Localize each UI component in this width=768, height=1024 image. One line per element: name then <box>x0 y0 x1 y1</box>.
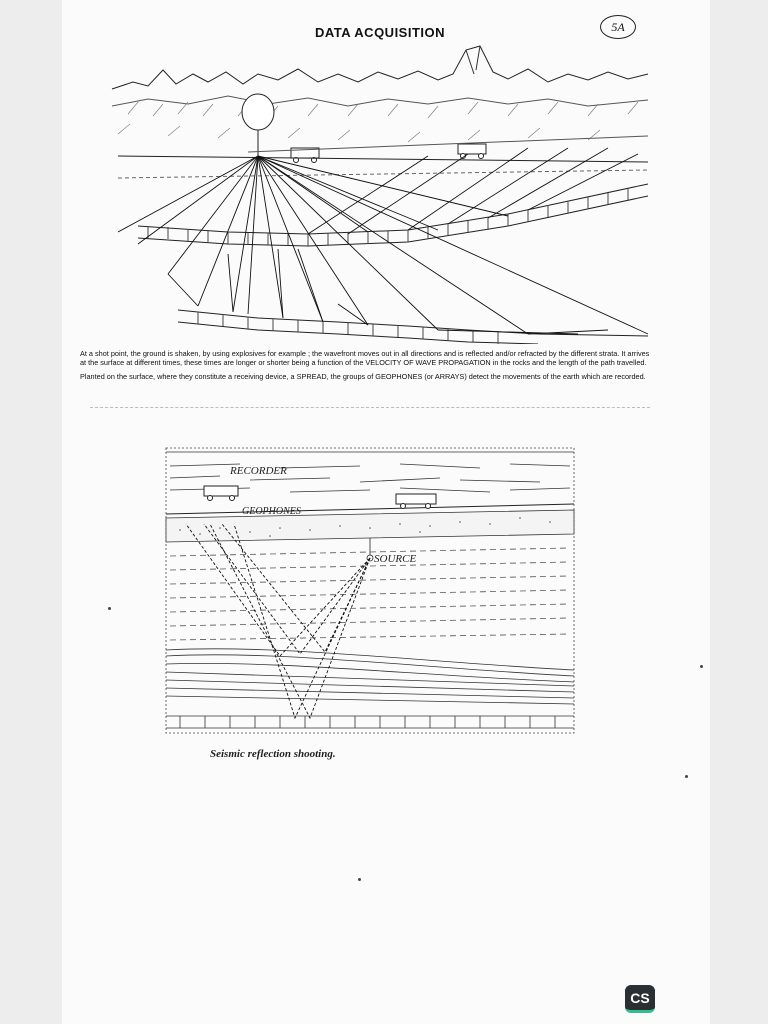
seismic-rays <box>118 148 648 334</box>
sand-layer <box>166 510 574 542</box>
recorder-truck <box>204 486 238 501</box>
truck-right <box>458 144 486 159</box>
bottom-stratum <box>166 716 574 728</box>
tree <box>242 94 274 156</box>
upper-stratum <box>138 184 648 246</box>
section-divider <box>90 407 650 408</box>
page-number-mark: 5A <box>600 15 636 39</box>
hill-hatching <box>118 102 638 142</box>
seismic-reflection-diagram <box>160 438 580 738</box>
caption-paragraph-1: At a shot point, the ground is shaken, by using explosives for example ; the wavefront moves out in all directions and is reflected and/or refracted by the different strata. It arrives at the surface at different times, these times are longer or shorter being a function of the VELOCITY OF WAVE PROPAGATION in the rocks and the length of the path travelled. <box>80 349 650 368</box>
source-truck <box>396 494 436 509</box>
geophones-label: GEOPHONES <box>242 506 301 517</box>
scan-speck <box>108 607 111 610</box>
reflector-layer <box>166 649 574 704</box>
scan-speck <box>700 665 703 668</box>
mountain-range <box>112 46 648 106</box>
scan-speck <box>685 775 688 778</box>
caption-paragraph-2: Planted on the surface, where they constitute a receiving device, a SPREAD, the groups of GEOPHONES (or ARRAYS) detect the movements of the earth which are recorded. <box>80 371 646 381</box>
shale-layer <box>170 548 570 640</box>
figure2-caption: Seismic reflection shooting. <box>210 748 336 760</box>
recorder-label: RECORDER <box>230 465 287 477</box>
source-label: SOURCE <box>374 553 417 565</box>
surface-lines <box>166 452 574 514</box>
camscanner-logo: CS <box>625 985 655 1013</box>
shot-point-illustration <box>108 44 653 344</box>
page-title: DATA ACQUISITION <box>314 25 446 40</box>
scan-speck <box>358 878 361 881</box>
ground-surface <box>118 136 648 178</box>
lower-stratum <box>178 310 648 344</box>
figure1-caption <box>80 349 652 385</box>
